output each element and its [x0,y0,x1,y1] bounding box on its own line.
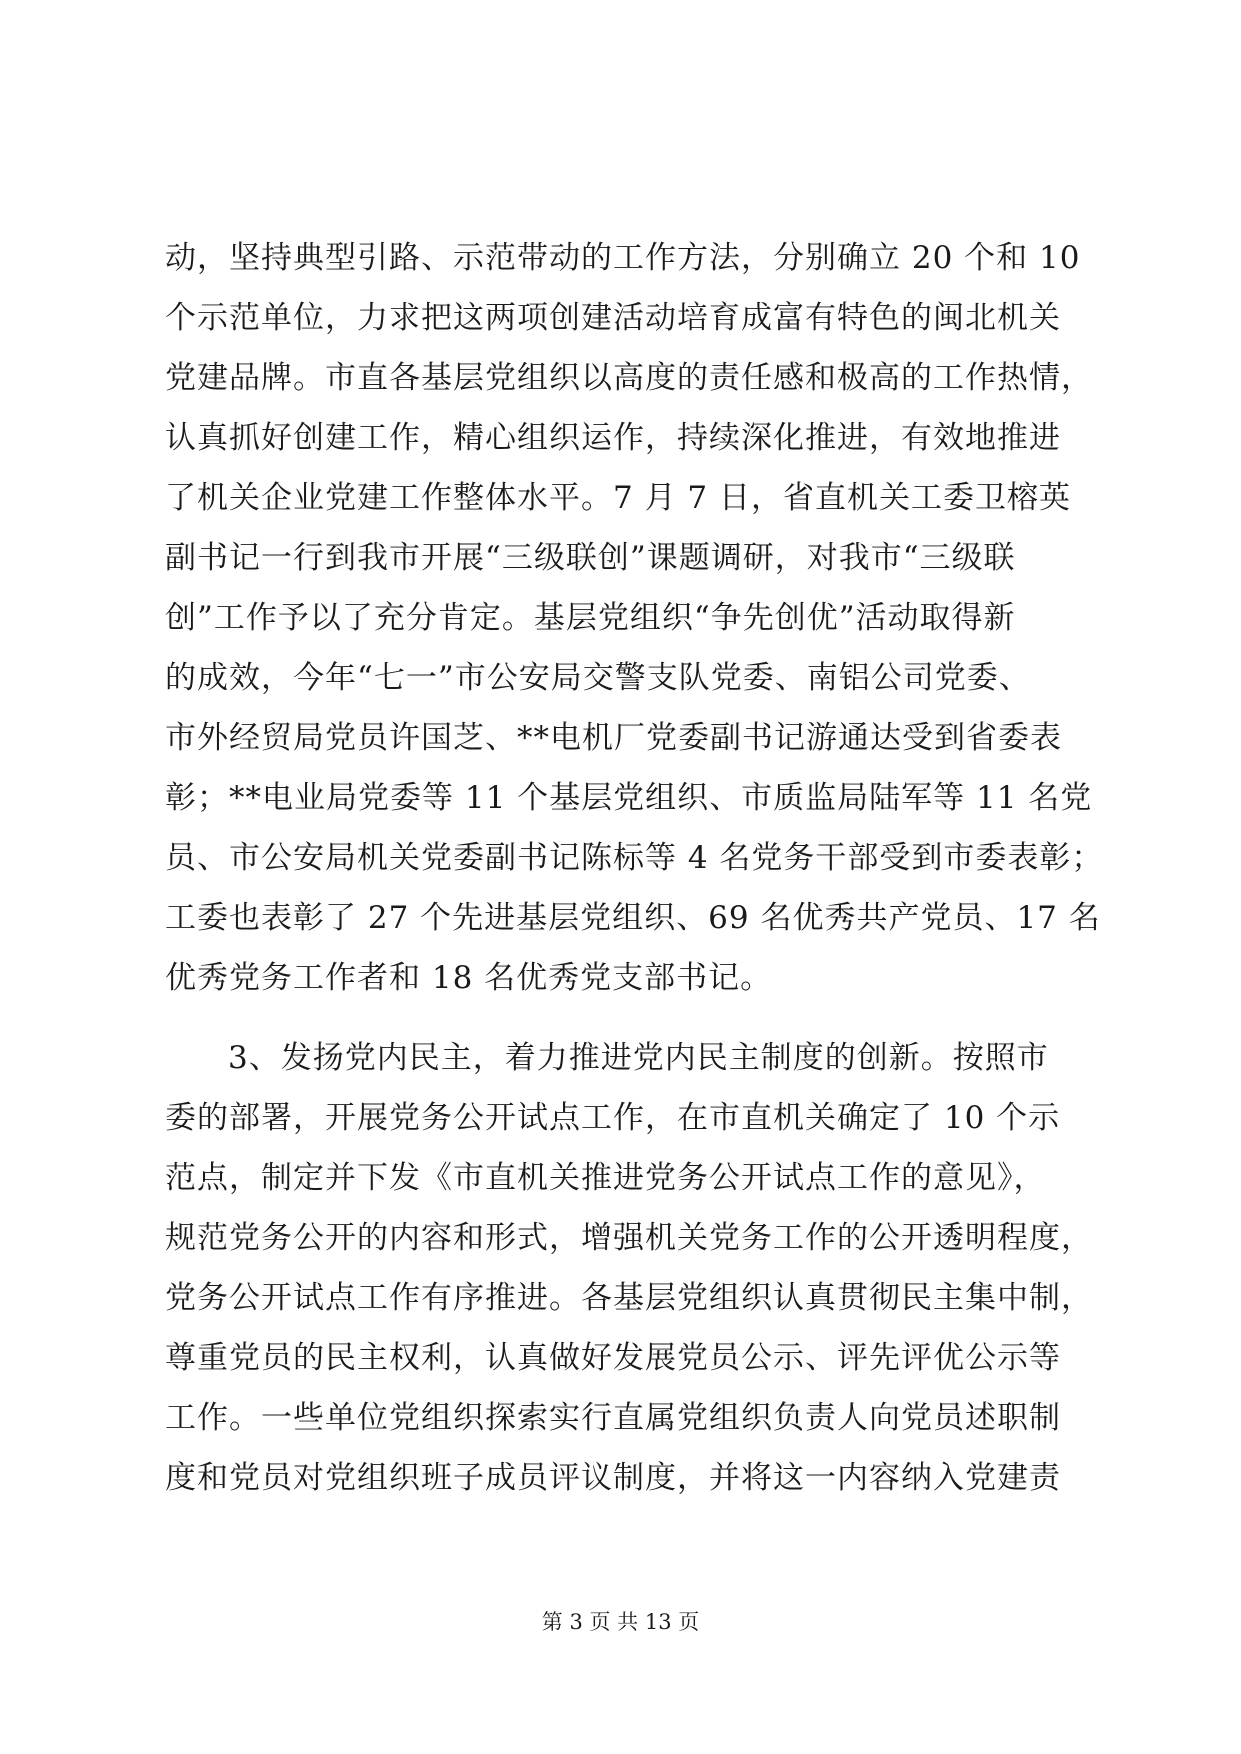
body-line-5: 了机关企业党建工作整体水平。7 月 7 日，省直机关工委卫榕英 [165,480,1072,516]
body-line-3: 党建品牌。市直各基层党组织以高度的责任感和极高的工作热情， [165,360,1093,396]
body-line-20: 工作。一些单位党组织探索实行直属党组织负责人向党员述职制 [165,1400,1061,1436]
body-line-6: 副书记一行到我市开展“三级联创”课题调研，对我市“三级联 [165,540,1016,576]
body-line-8: 的成效，今年“七一”市公安局交警支队党委、南铝公司党委、 [165,660,1031,696]
body-line-21: 度和党员对党组织班子成员评议制度，并将这一内容纳入党建责 [165,1460,1061,1496]
body-line-1: 动，坚持典型引路、示范带动的工作方法，分别确立 20 个和 10 [165,240,1081,276]
body-line-12: 工委也表彰了 27 个先进基层党组织、69 名优秀共产党员、17 名 [165,900,1101,936]
body-line-16: 范点，制定并下发《市直机关推进党务公开试点工作的意见》， [165,1160,1046,1196]
section-3-first-line: 3、发扬党内民主，着力推进党内民主制度的创新。按照市 [228,1040,1049,1076]
body-line-17: 规范党务公开的内容和形式，增强机关党务工作的公开透明程度， [165,1220,1093,1256]
body-line-4: 认真抓好创建工作，精心组织运作，持续深化推进，有效地推进 [165,420,1061,456]
body-line-2: 个示范单位，力求把这两项创建活动培育成富有特色的闽北机关 [165,300,1061,336]
body-line-9: 市外经贸局党员许国芝、**电机厂党委副书记游通达受到省委表 [165,720,1062,756]
body-line-18: 党务公开试点工作有序推进。各基层党组织认真贯彻民主集中制， [165,1280,1093,1316]
body-line-13: 优秀党务工作者和 18 名优秀党支部书记。 [165,960,773,996]
body-line-7: 创”工作予以了充分肯定。基层党组织“争先创优”活动取得新 [165,600,1016,636]
body-line-11: 员、市公安局机关党委副书记陈标等 4 名党务干部受到市委表彰； [165,840,1104,876]
body-line-10: 彰；**电业局党委等 11 个基层党组织、市质监局陆军等 11 名党 [165,780,1093,816]
body-line-15: 委的部署，开展党务公开试点工作，在市直机关确定了 10 个示 [165,1100,1061,1136]
body-line-19: 尊重党员的民主权利，认真做好发展党员公示、评先评优公示等 [165,1340,1061,1376]
page-number-footer: 第 3 页 共 13 页 [541,1610,700,1634]
